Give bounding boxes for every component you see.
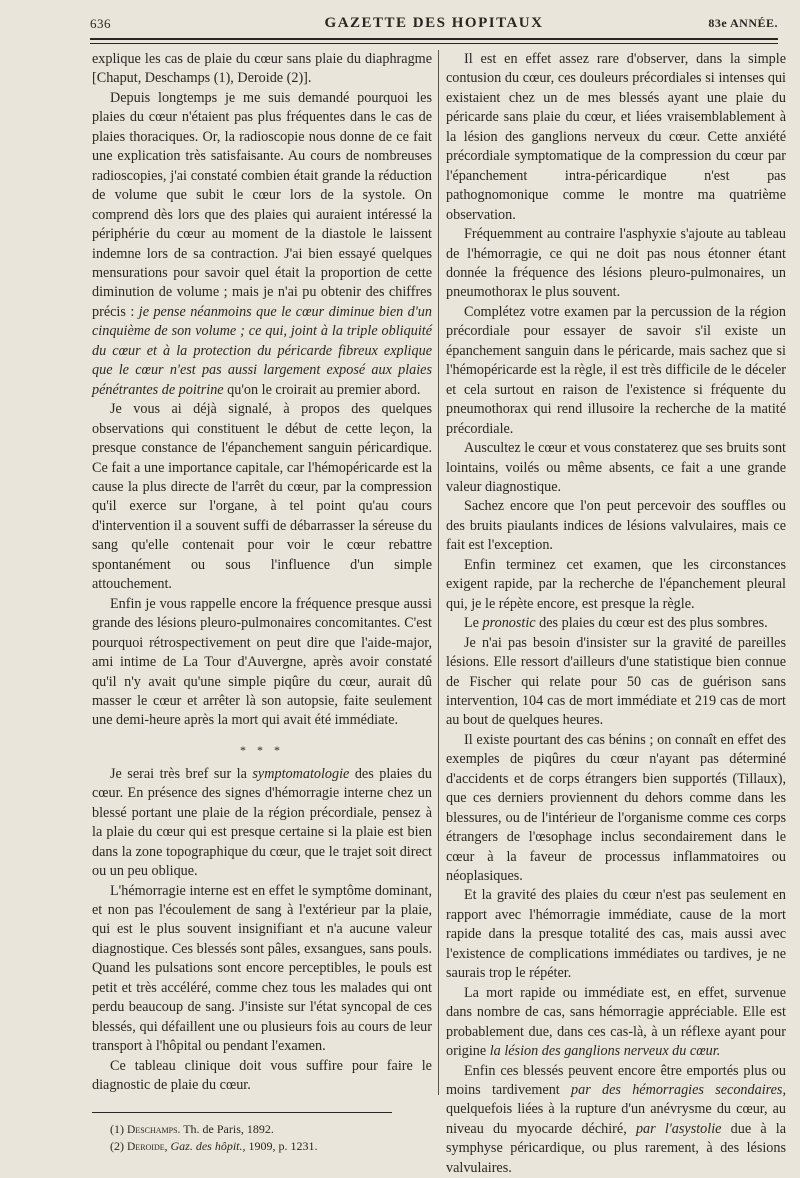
paragraph: Fréquemment au contraire l'asphyxie s'ajoute au tableau de l'hémorragie, ce qui ne doit pas nous étonner étant donnée la fréquence des lésions pleuro-pulmonaires, un pneumothorax le plus souvent.	[446, 226, 786, 301]
paragraph: Et la gravité des plaies du cœur n'est pas seulement en rapport avec l'hémorragie immédiate, cause de la mort rapide dans la presque totalité des cas, mais aussi avec l'existence de complications immédiates ou tardives, je ne saurais trop le répéter.	[446, 887, 786, 982]
header-rule	[90, 38, 778, 40]
paragraph: Je vous ai déjà signalé, à propos des quelques observations qui constituent le début de cette leçon, la presque constance de l'épanchement sanguin péricardique. Ce fait a une importance capitale, car l'hémopéricarde est la cause la plus directe de l'arrêt du cœur, par la compression qu'il exerce sur l'organe, à tel point qu'au cours d'intervention il a souvent suffi de débarrasser la séreuse du sang qu'elle contenait pour voir le cœur rebattre spontanément ou sous l'influence d'un simple attouchement.	[92, 401, 432, 593]
right-column	[446, 50, 786, 1178]
paragraph: Complétez votre examen par la percussion de la région précordiale pour essayer de savoir s'il existe un épanchement sanguin dans le péricarde, mais sachez que si l'hémopéricarde est la règle, il est très difficile de le déceler et cela surtout en raison de l'existence si fréquente du pneumothorax qui rend illusoire la recherche de la matité précordiale.	[446, 303, 786, 437]
header-rule-thin	[90, 43, 778, 44]
paragraph: Il existe pourtant des cas bénins ; on connaît en effet des exemples de piqûres du cœur n'ayant pas déterminé d'accidents et de corps étrangers bien supportés (Tillaux), que ces derniers proviennent du dehors comme dans les blessures, ou de l'intérieur de l'organisme comme ces corps étrangers de l'œsophage inclus secondairement dans le cœur à la faveur de processus inflammatoires ou néoplasiques.	[446, 731, 786, 885]
paragraph: Auscultez le cœur et vous constaterez que ses bruits sont lointains, voilés ou même absents, ce fait a une grande valeur diagnostique.	[446, 440, 786, 495]
paragraph: Depuis longtemps je me suis demandé pourquoi les plaies du cœur n'étaient pas plus fréquentes dans le cas de plaies thoraciques. Or, la radioscopie nous donne de ce fait une explication très satisfaisante. Au cours de nombreuses radioscopies, j'ai constaté combien était grande la réduction de volume que subit le cœur lors de la systole. On comprend dès lors que des plaies qui auraient intéressé la périphérie du cœur au moment de la diastole le laissent indemne lors de sa contraction. J'ai bien essayé quelques mensurations pour savoir quel était la proportion de cette diminution de volume ; mais je n'ai pu obtenir des chiffres précis : je pense néanmoins que le cœur diminue bien d'un cinquième de son volume ; ce qui, joint à la triple obliquité du cœur et à la protection du péricarde fibreux explique que le cœur n'est pas aussi largement exposé aux plaies pénétrantes de poitrine qu'on le croirait au premier abord.	[92, 89, 432, 398]
journal-title: GAZETTE DES HOPITAUX	[324, 15, 544, 31]
paragraph: Enfin je vous rappelle encore la fréquence presque aussi grande des lésions pleuro-pulmonaires concomitantes. C'est pourquoi rétrospectivement on peut dire que l'aide-major, ami intime de La Tour d'Auvergne, après avoir constaté qu'il n'y avait qu'une simple piqûre du cœur, aurait dû masser le cœur et arrêter là son autopsie, faite seulement une demi-heure après la mort qui avait été immédiate.	[92, 595, 432, 729]
paragraph: Sachez encore que l'on peut percevoir des souffles ou des bruits piaulants indices de lésions valvulaires, mais ce fait est l'exception.	[446, 498, 786, 554]
paragraph: Je n'ai pas besoin d'insister sur la gravité de pareilles lésions. Elle ressort d'ailleurs d'une statistique bien connue de Fischer qui relate pour 50 cas de guérison sans intervention, 104 cas de mort immédiate et 219 cas de mort au bout de quelques heures.	[446, 634, 786, 729]
paragraph: La mort rapide ou immédiate est, en effet, survenue dans nombre de cas, sans hémorragie appréciable. Elle est probablement due, dans ces cas-là, à un réflexe ayant pour origine la lésion des ganglions nerveux du cœur.	[446, 984, 786, 1060]
running-head	[90, 14, 778, 36]
paragraph: Ce tableau clinique doit vous suffire pour faire le diagnostic de plaie du cœur.	[92, 1057, 432, 1094]
year-label: 83e ANNÉE.	[708, 16, 778, 30]
paragraph: Le pronostic des plaies du cœur est des plus sombres.	[464, 615, 768, 632]
footnote: (1) Deschamps. Th. de Paris, 1892.	[110, 1121, 274, 1136]
paragraph: Je serai très bref sur la symptomatologie des plaies du cœur. En présence des signes d'hémorragie interne chez un blessé portant une plaie de la région précordiale, pensez à la plaie du cœur qui est presque certaine si la plaie est bien dans la zone topographique du cœur, que le trajet soit direct ou un peu oblique.	[92, 765, 432, 880]
paragraph: Enfin terminez cet examen, que les circonstances exigent rapide, par la recherche de l'épanchement pleural qui, je le répète encore, est presque la règle.	[446, 556, 786, 612]
column-divider	[438, 50, 439, 1095]
paragraph: Enfin ces blessés peuvent encore être emportés plus ou moins tardivement par des hémorragies secondaires, quelquefois liées à la rupture d'un anévrysme du cœur, au niveau du myocarde déchiré, par l'asystolie due à la symphyse péricardique, ou plus rarement, à des lésions valvulaires.	[446, 1062, 787, 1176]
paragraph: L'hémorragie interne est en effet le symptôme dominant, et non pas l'écoulement de sang à l'extérieur par la plaie, qui est le plus souvent insignifiant et n'a aucune valeur diagnostique. Ces blessés sont pâles, exsangues, sans pouls. Quand les pulsations sont encore perceptibles, le pouls est petit et très accéléré, comme chez tous les malades qui ont perdu beaucoup de sang. J'insiste sur l'état syncopal de ces blessés, qui défaillent une ou plusieurs fois au cours de leur transport à l'hôpital ou pendant l'examen.	[92, 882, 432, 1055]
section-separator: * * *	[240, 742, 284, 757]
paragraph: Il est en effet assez rare d'observer, dans la simple contusion du cœur, ces douleurs précordiales si intenses qui existaient chez un de mes blessés ayant une plaie du péricarde sans plaie du cœur, et liées vraisemblablement à la lésion des ganglions nerveux du cœur. Cette anxiété précordiale symptomatique de la compression du cœur par l'épanchement intra-péricardique n'est pas pathognomonique comme le montre ma quatrième observation.	[446, 51, 786, 223]
paragraph: explique les cas de plaie du cœur sans plaie du diaphragme [Chaput, Deschamps (1), Deroide (2)].	[92, 51, 432, 87]
footnote: (2) Deroide, Gaz. des hôpit., 1909, p. 1231.	[110, 1138, 318, 1153]
left-column	[92, 50, 432, 1155]
page-number: 636	[90, 16, 111, 31]
